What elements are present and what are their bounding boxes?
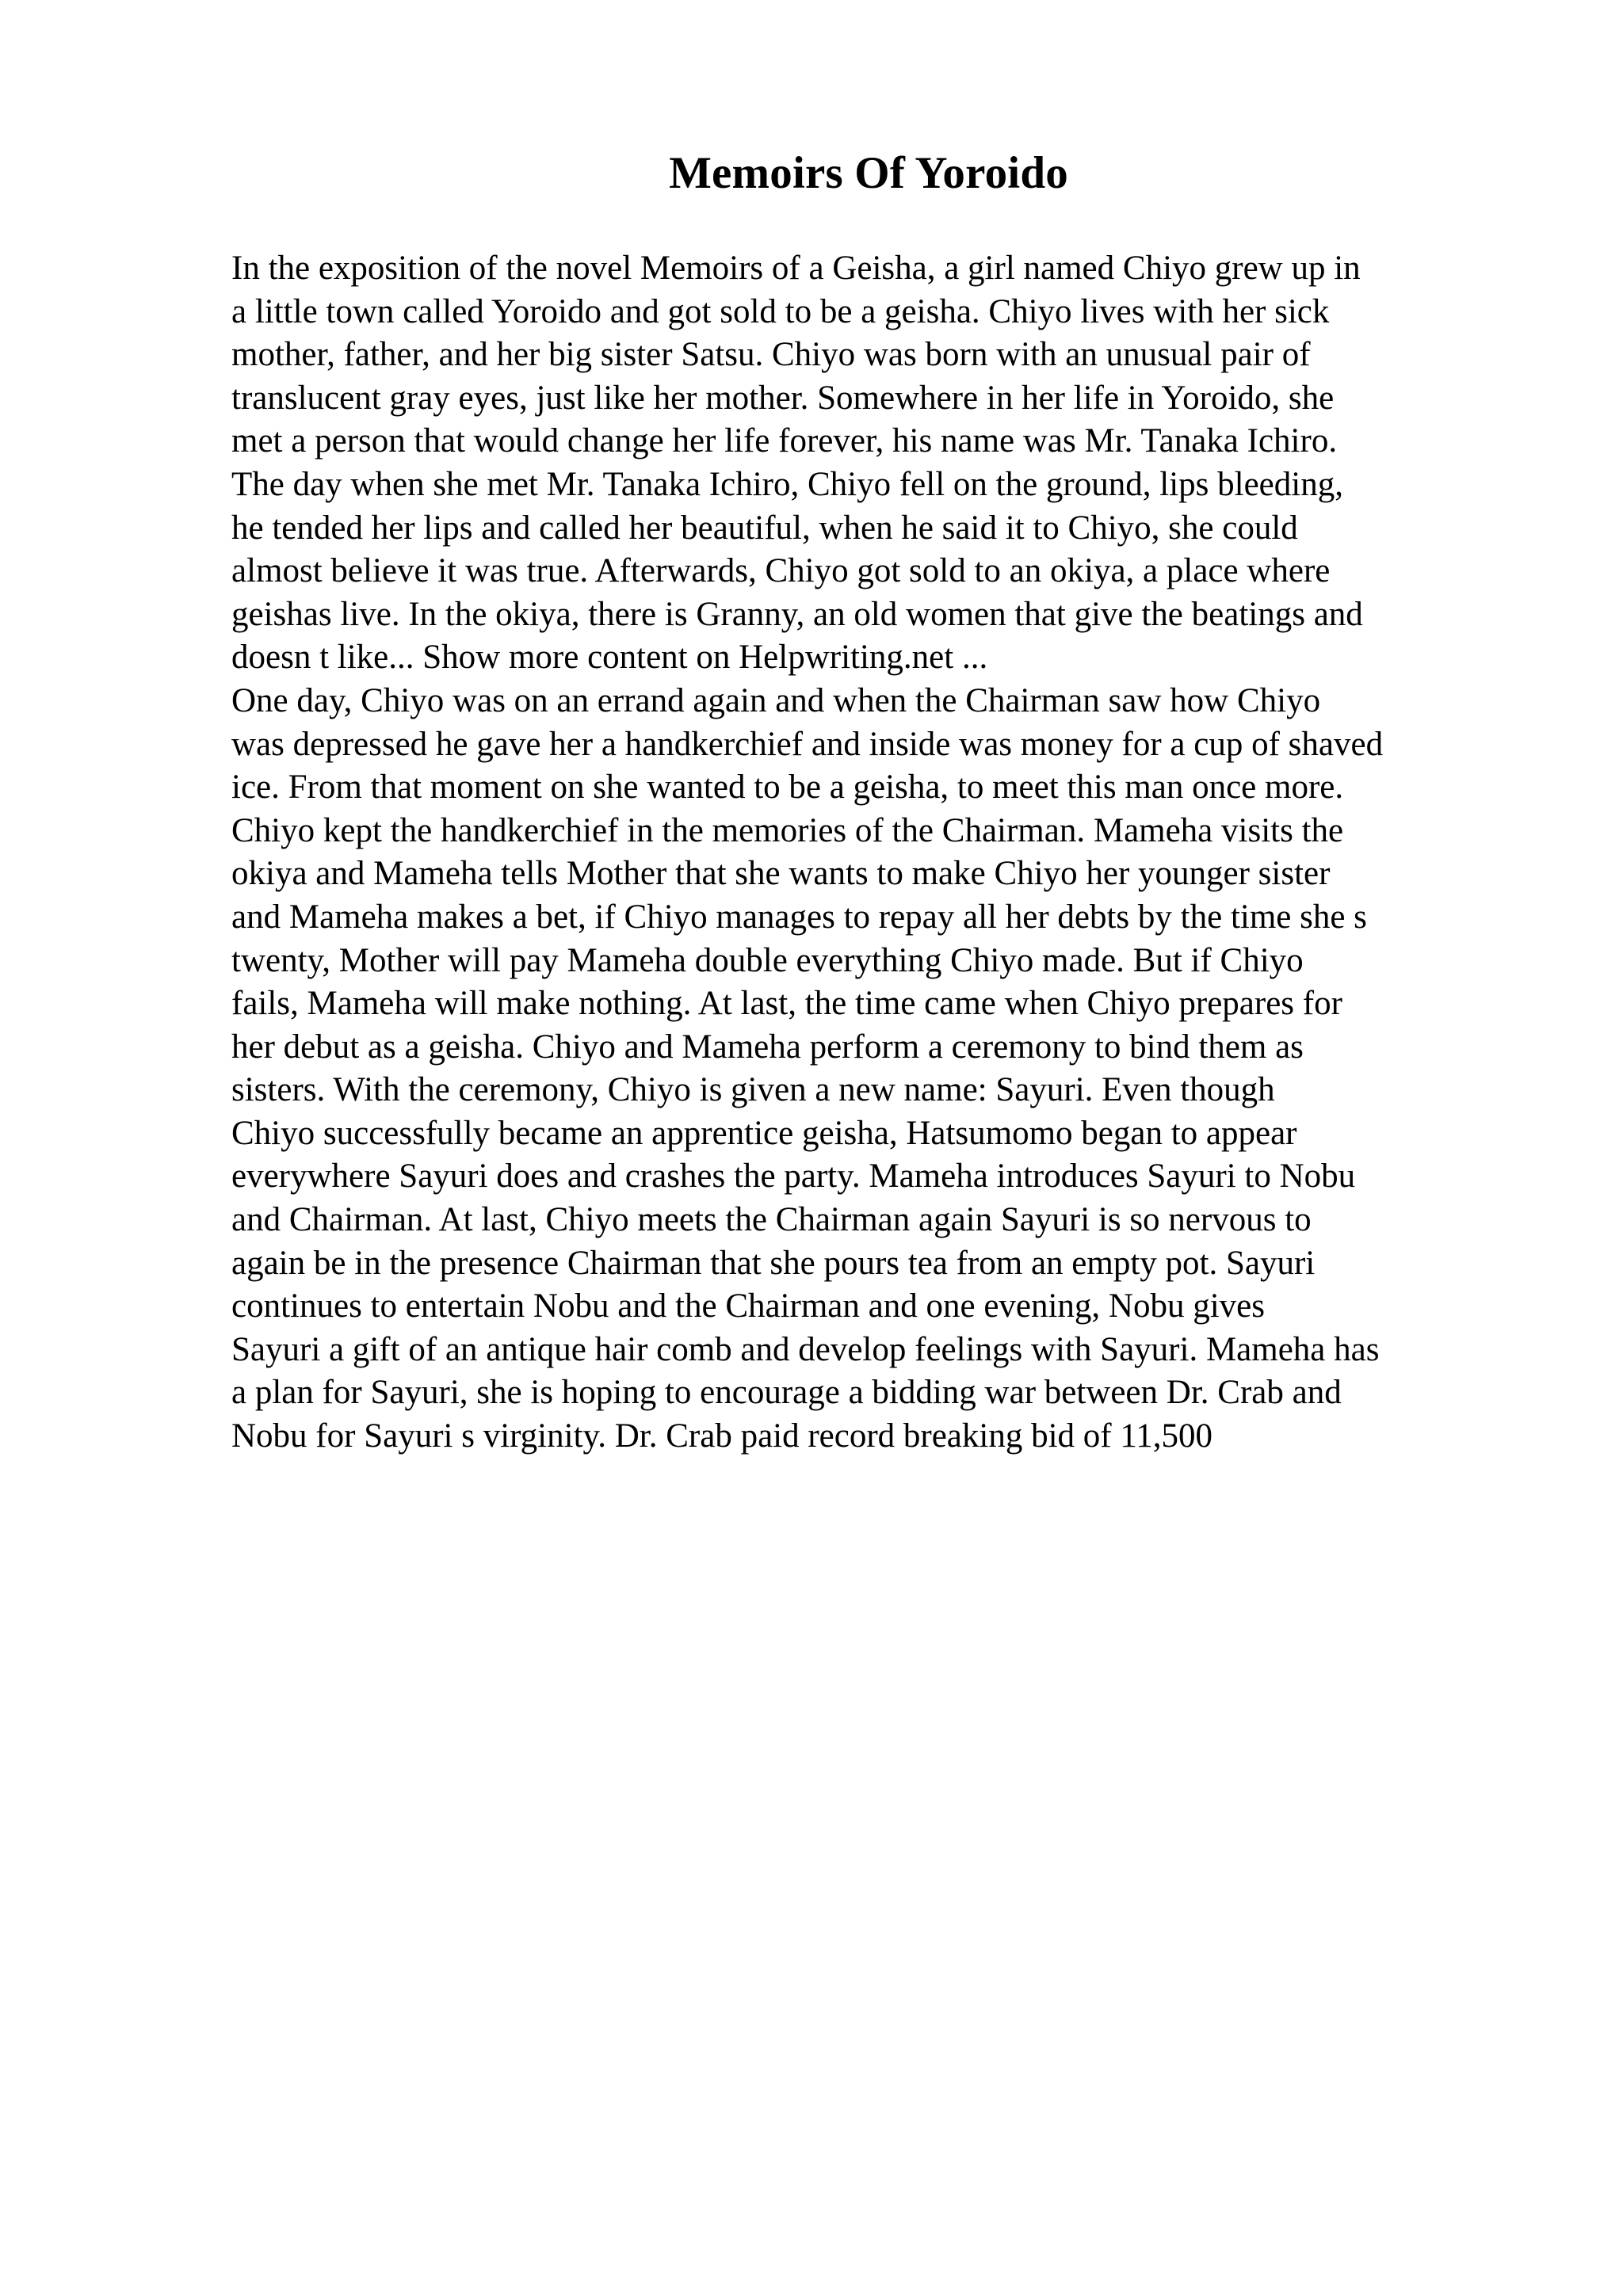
text-line: a little town called Yoroido and got sold to be a geisha. Chiyo lives with her sick — [231, 292, 1330, 330]
text-line: fails, Mameha will make nothing. At last, the time came when Chiyo prepares for — [231, 985, 1342, 1023]
text-line: twenty, Mother will pay Mameha double everything Chiyo made. But if Chiyo — [231, 941, 1304, 979]
text-line: Nobu for Sayuri s virginity. Dr. Crab paid record breaking bid of 11,500 — [231, 1417, 1213, 1455]
text-line: he tended her lips and called her beautiful, when he said it to Chiyo, she could — [231, 509, 1298, 547]
text-line: doesn t like... Show more content on Helpwriting.net ... — [231, 639, 988, 677]
text-line: mother, father, and her big sister Satsu. Chiyo was born with an unusual pair of — [231, 336, 1311, 374]
text-line: Sayuri a gift of an antique hair comb and develop feelings with Sayuri. Mameha has — [231, 1330, 1380, 1368]
text-line: okiya and Mameha tells Mother that she wants to make Chiyo her younger sister — [231, 855, 1331, 893]
text-line: Chiyo kept the handkerchief in the memories of the Chairman. Mameha visits the — [231, 811, 1344, 849]
text-line: a plan for Sayuri, she is hoping to encourage a bidding war between Dr. Crab and — [231, 1374, 1342, 1412]
text-line: and Chairman. At last, Chiyo meets the Chairman again Sayuri is so nervous to — [231, 1201, 1312, 1239]
text-line: met a person that would change her life forever, his name was Mr. Tanaka Ichiro. — [231, 422, 1338, 460]
text-line: ice. From that moment on she wanted to be a geisha, to meet this man once more. — [231, 769, 1344, 807]
text-line: her debut as a geisha. Chiyo and Mameha perform a ceremony to bind them as — [231, 1028, 1304, 1066]
text-line: One day, Chiyo was on an errand again and when the Chairman saw how Chiyo — [231, 681, 1321, 719]
text-line: sisters. With the ceremony, Chiyo is given a new name: Sayuri. Even though — [231, 1071, 1275, 1109]
text-line: The day when she met Mr. Tanaka Ichiro, Chiyo fell on the ground, lips bleeding, — [231, 465, 1343, 503]
text-line: continues to entertain Nobu and the Chairman and one evening, Nobu gives — [231, 1287, 1266, 1325]
text-line: In the exposition of the novel Memoirs of a Geisha, a girl named Chiyo grew up in — [231, 250, 1361, 287]
text-line: again be in the presence Chairman that she pours tea from an empty pot. Sayuri — [231, 1244, 1316, 1282]
text-line: Chiyo successfully became an apprentice geisha, Hatsumomo began to appear — [231, 1114, 1297, 1152]
text-line: and Mameha makes a bet, if Chiyo manages to repay all her debts by the time she s — [231, 898, 1367, 936]
text-line: translucent gray eyes, just like her mother. Somewhere in her life in Yoroido, she — [231, 379, 1335, 417]
text-line: almost believe it was true. Afterwards, Chiyo got sold to an okiya, a place where — [231, 552, 1331, 590]
text-line: was depressed he gave her a handkerchief and inside was money for a cup of shaved — [231, 725, 1384, 763]
body-text — [231, 247, 1499, 1459]
text-line: everywhere Sayuri does and crashes the party. Mameha introduces Sayuri to Nobu — [231, 1158, 1356, 1196]
text-line: geishas live. In the okiya, there is Granny, an old women that give the beatings and — [231, 595, 1363, 633]
page-title: Memoirs Of Yoroido — [669, 148, 1068, 198]
